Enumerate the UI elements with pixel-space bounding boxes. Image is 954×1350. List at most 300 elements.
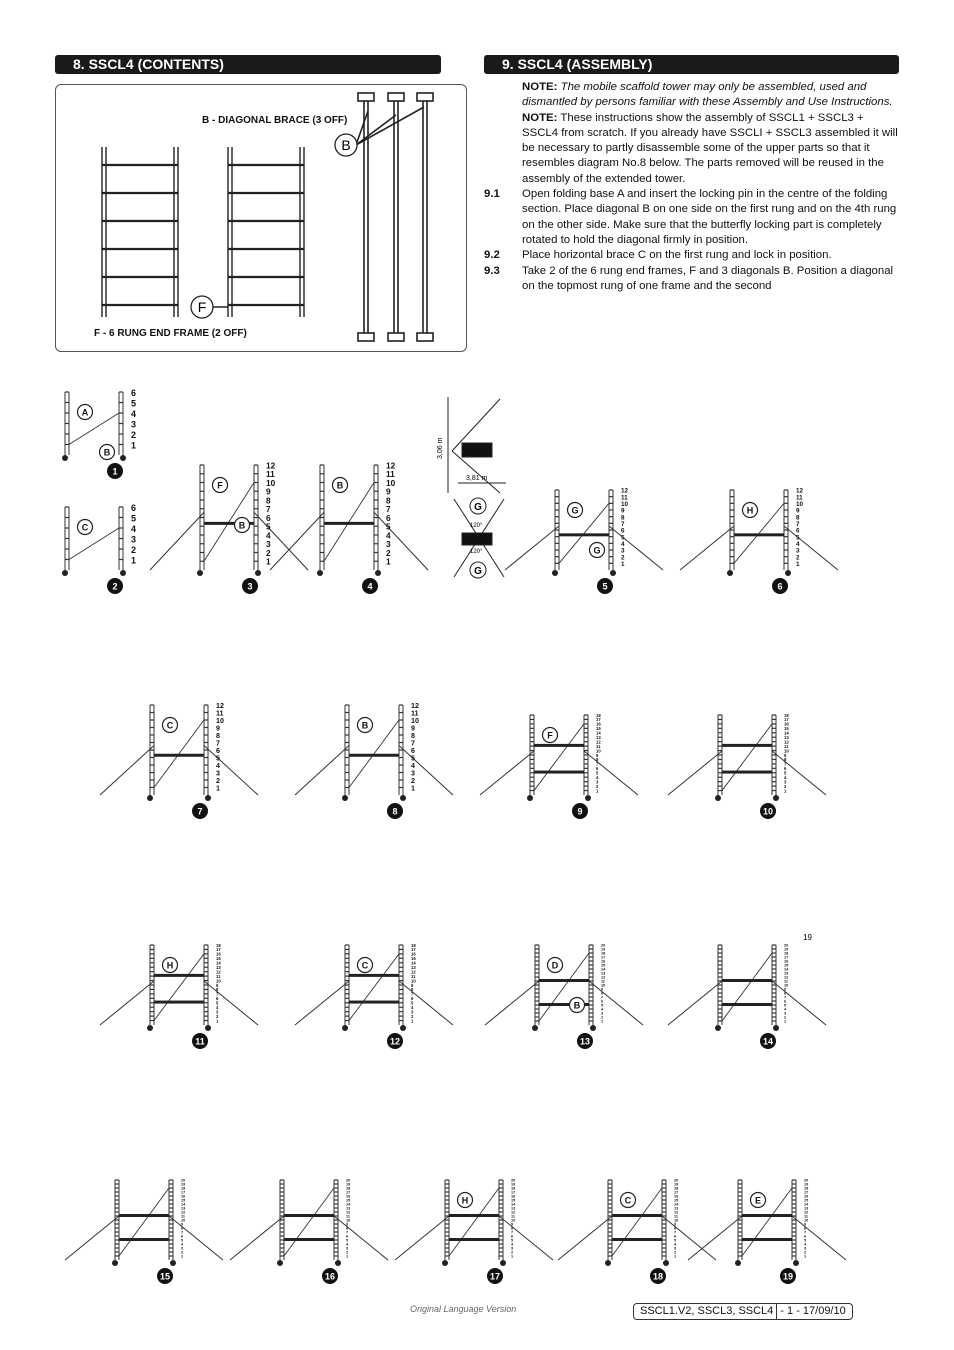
step-text: Place horizontal brace C on the first rung and lock in position. [522,249,832,262]
rung-number: 2 [511,1250,514,1255]
rung-number: 12 [784,739,789,745]
rung-number: 6 [266,512,271,523]
figure-number: 9 [577,806,583,817]
step-number: 9.3 [484,264,500,277]
rung-number: 5 [386,521,391,532]
rung-number: 2 [674,1250,677,1255]
rung-number: 9 [674,1222,677,1227]
rung-number: 12 [674,1210,679,1215]
figure-number: 18 [652,1271,664,1282]
rung-number: 6 [181,1234,184,1239]
rung-number: 11 [784,743,789,749]
rung-number: 8 [216,987,219,993]
rung-number: 10 [784,748,789,754]
rung-number: 13 [674,1206,679,1211]
rung-number: 13 [804,1206,809,1211]
rung-number: 4 [216,1004,219,1010]
rung-number: 19 [784,947,789,952]
rung-number: 17 [411,947,416,953]
rung-number: 16 [784,721,789,727]
rung-number: 10 [216,978,221,984]
note-2-label: NOTE: [522,111,558,124]
step-text: Open folding base A and insert the locking pin in the centre of the folding section. Place diagonal B on one side on the first rung and on the 4th rung on the other side. Make sure that the butterfly locking part is completely rotated to hold the diagonal firmly in position. [522,188,897,246]
section-9-title: 9. SSCL4 (ASSEMBLY) [502,56,653,72]
tower-figure-18 [558,1179,716,1284]
rung-number: 12 [386,460,396,471]
rung-number: 13 [784,971,789,976]
rung-number: 7 [804,1230,807,1235]
rung-number: 10 [181,1218,186,1223]
callout-label: C [166,720,174,731]
rung-number: 6 [216,996,219,1002]
rung-number: 15 [216,956,221,962]
rung-number: 11 [411,973,416,979]
rung-number: 12 [181,1210,186,1215]
rung-number: 1 [216,784,220,793]
rung-number: 8 [511,1226,514,1231]
rung-number: 16 [804,1194,809,1199]
rung-number: 4 [346,1242,349,1247]
rung-number: 17 [601,955,606,960]
rung-number: 12 [266,460,276,471]
rung-number: 6 [596,766,599,772]
rung-number: 1 [181,1254,184,1259]
rung-number: 17 [784,717,789,723]
rung-number: 3 [386,539,391,550]
rung-number: 1 [411,784,415,793]
rung-number: 3 [784,1011,787,1016]
step-9-3 [484,264,899,295]
rung-number: 13 [511,1206,516,1211]
dimension-width: 3,81 m [466,475,488,482]
rung-number: 18 [181,1186,186,1191]
rung-number: 8 [411,731,415,740]
rung-number: 2 [411,1013,414,1019]
figure-number: 13 [579,1036,591,1047]
rung-number: 2 [621,554,625,562]
callout-label: B [361,720,369,731]
rung-number: 4 [216,761,220,770]
rung-number: 5 [411,754,415,763]
rung-number: 8 [596,757,599,763]
rung-number: 2 [386,547,391,558]
rung-number: 15 [601,963,606,968]
rung-number: 3 [266,539,271,550]
rung-number: 16 [784,959,789,964]
rung-number: 8 [181,1226,184,1231]
rung-number: 14 [411,960,416,966]
rung-number: 19 [511,1182,516,1187]
tower-figure-2 [62,503,136,594]
rung-number: 3 [131,419,137,430]
rung-number: 1 [596,788,599,794]
rung-number: 18 [784,951,789,956]
rung-number: 2 [216,1013,219,1019]
rung-number: 3 [131,534,137,545]
rung-number: 5 [796,534,800,542]
rung-number: 12 [411,701,419,710]
rung-number: 18 [346,1186,351,1191]
rung-number: 19 [601,947,606,952]
rung-number: 1 [804,1254,807,1259]
rung-number: 16 [601,959,606,964]
rung-number: 8 [804,1226,807,1231]
rung-number: 12 [511,1210,516,1215]
tower-figure-10 [668,713,826,819]
rung-number: 18 [601,951,606,956]
note-2-text: These instructions show the assembly of SSCL1 + SSCL3 + SSCL4 from scratch. If you already have SSCLI + SSCL3 assembled it will be necessary to partly disassemble some of the upper parts so that it resembles diagram No.8 below. The parts removed will be reused in the assembly of the extended tower. [522,111,898,185]
tower-figure-4 [270,460,428,594]
figure-number: 14 [762,1036,774,1047]
rung-number: 9 [784,752,787,758]
tower-figure-19 [688,1179,846,1284]
rung-number: 1 [511,1254,514,1259]
rung-number: 8 [346,1226,349,1231]
rung-number: 6 [346,1234,349,1239]
rung-number: 1 [266,556,271,567]
rung-number: 6 [804,1234,807,1239]
rung-number: 10 [386,477,396,488]
rung-number: 2 [601,1015,604,1020]
tower-figure-9 [480,713,638,819]
rung-number: 7 [674,1230,677,1235]
callout-label: B [336,480,344,491]
rung-number: 19 [181,1182,186,1187]
rung-number: 2 [131,544,137,555]
callout-g-bottom-label: G [474,566,482,577]
rung-number: 19 [804,1182,809,1187]
callout-label: H [461,1195,469,1206]
rung-number: 6 [784,766,787,772]
rung-number: 7 [621,520,625,528]
tower-figure-17 [395,1179,553,1284]
angle-bottom: 120° [470,549,483,555]
tower-figure-3 [150,460,308,594]
figure-number: 11 [195,1036,205,1047]
rung-number: 12 [216,701,224,710]
rung-number: 5 [596,770,599,776]
rung-number: 5 [511,1238,514,1243]
rung-number: 5 [784,770,787,776]
rung-number: 16 [596,721,601,727]
rung-number: 17 [674,1190,679,1195]
rung-number: 8 [796,514,800,522]
footer-models: SSCL1.V2, SSCL3, SSCL4 [640,1305,774,1317]
frame-callout: F [197,299,207,315]
rung-number: 7 [386,504,391,515]
rung-number: 20 [181,1178,186,1183]
rung-number: 4 [784,1007,787,1012]
callout-g-top-label: G [474,502,482,513]
frame-label: F - 6 RUNG END FRAME (2 OFF) [94,328,247,339]
rung-number: 11 [804,1214,809,1219]
rung-number: 4 [601,1007,604,1012]
rung-number: 4 [386,530,391,541]
rung-number: 12 [621,487,629,495]
rung-number: 11 [346,1214,351,1219]
rung-number: 3 [411,769,415,778]
rung-number: 8 [784,991,787,996]
callout-label: B [573,1000,581,1011]
rung-number: 7 [784,761,787,767]
rung-number: 17 [804,1190,809,1195]
rung-number: 4 [804,1242,807,1247]
rung-number: 12 [804,1210,809,1215]
rung-number: 11 [266,469,275,480]
rung-number: 9 [511,1222,514,1227]
rung-number: 1 [411,1018,414,1024]
rung-number: 15 [784,726,789,732]
rung-number: 3 [784,779,787,785]
tower-figure-16 [230,1179,388,1284]
figure-number: 10 [762,806,774,817]
rung-number: 6 [674,1234,677,1239]
side-note-19: 19 [803,933,812,942]
callout-label: C [361,960,369,971]
rung-number: 11 [674,1214,679,1219]
rung-number: 1 [386,556,391,567]
rung-number: 3 [601,1011,604,1016]
figure-number: 3 [247,581,253,592]
rung-number: 2 [784,783,787,789]
rung-number: 5 [181,1238,184,1243]
figure-number: 7 [197,806,203,817]
callout-label: H [746,505,754,516]
rung-number: 12 [216,969,221,975]
rung-number: 15 [784,963,789,968]
rung-number: 12 [596,739,601,745]
tower-figure-13 [485,944,643,1049]
rung-number: 11 [796,494,803,502]
rung-number: 16 [216,951,221,957]
rung-number: 17 [181,1190,186,1195]
rung-number: 5 [266,521,271,532]
rung-number: 9 [386,486,391,497]
step-text: Take 2 of the 6 rung end frames, F and 3 diagonals B. Position a diagonal on the topmost rung of one frame and the second [522,264,894,292]
rung-number: 10 [674,1218,679,1223]
rung-number: 6 [511,1234,514,1239]
rung-number: 18 [674,1186,679,1191]
rung-number: 14 [181,1202,186,1207]
rung-number: 18 [411,942,416,948]
rung-number: 4 [411,1004,414,1010]
rung-number: 10 [601,983,606,988]
tower-figure-15 [65,1179,223,1284]
rung-number: 16 [411,951,416,957]
rung-number: 10 [804,1218,809,1223]
rung-number: 9 [346,1222,349,1227]
rung-number: 14 [784,967,789,972]
rung-number: 4 [674,1242,677,1247]
rung-number: 2 [784,1015,787,1020]
rung-number: 17 [511,1190,516,1195]
rung-number: 2 [796,554,800,562]
rung-number: 4 [411,761,415,770]
rung-number: 1 [674,1254,677,1259]
rung-number: 11 [621,494,628,502]
figure-number: 19 [782,1271,794,1282]
rung-number: 19 [346,1182,351,1187]
rung-number: 14 [674,1202,679,1207]
rung-number: 3 [181,1246,184,1251]
tower-figure-6 [680,488,838,594]
rung-number: 20 [674,1178,679,1183]
rung-number: 1 [796,560,800,568]
callout-label: F [217,480,223,491]
rung-number: 6 [131,502,137,513]
section-8-header [55,55,441,74]
rung-number: 18 [511,1186,516,1191]
rung-number: 10 [216,716,224,725]
rung-number: 8 [784,757,787,763]
rung-number: 9 [266,486,271,497]
rung-number: 9 [596,752,599,758]
rung-number: 18 [804,1186,809,1191]
step-number: 9.2 [484,249,500,262]
rung-number: 14 [216,960,221,966]
rung-number: 1 [131,440,137,451]
rung-number: 7 [796,520,800,528]
rung-number: 16 [511,1194,516,1199]
rung-number: 2 [216,776,220,785]
rung-number: 8 [621,514,625,522]
rung-number: 10 [411,978,416,984]
rung-number: 19 [674,1182,679,1187]
figure-number: 8 [392,806,398,817]
rung-number: 5 [621,534,625,542]
rung-number: 17 [346,1190,351,1195]
rung-number: 7 [266,504,271,515]
rung-number: 4 [131,408,137,419]
rung-number: 5 [216,1000,219,1006]
rung-number: 3 [674,1246,677,1251]
note-2 [484,111,899,187]
rung-number: 13 [601,971,606,976]
rung-number: 2 [804,1250,807,1255]
rung-number: 16 [346,1194,351,1199]
rung-number: 13 [411,964,416,970]
rung-number: 13 [181,1206,186,1211]
rung-number: 8 [601,991,604,996]
rung-number: 5 [784,1003,787,1008]
rung-number: 6 [386,512,391,523]
rung-number: 1 [784,788,787,794]
rung-number: 14 [804,1202,809,1207]
rung-number: 4 [796,540,800,548]
rung-number: 12 [411,969,416,975]
tower-figure-1 [62,388,136,479]
rung-number: 10 [596,748,601,754]
rung-number: 3 [216,769,220,778]
callout-label: C [624,1195,632,1206]
tower-figure-7 [100,702,258,819]
angle-top: 120° [470,523,483,529]
figure-number: 5 [602,581,608,592]
rung-number: 11 [216,973,221,979]
rung-number: 10 [784,983,789,988]
rung-number: 1 [621,560,625,568]
section-8-title: 8. SSCL4 (CONTENTS) [73,56,224,72]
rung-number: 12 [346,1210,351,1215]
rung-number: 7 [596,761,599,767]
rung-number: 4 [596,774,599,780]
tower-figure-12 [295,943,453,1049]
callout-label: B [103,447,111,458]
tower-figure-14 [668,944,826,1049]
rung-number: 15 [596,726,601,732]
rung-number: 7 [216,991,219,997]
rung-number: 7 [411,739,415,748]
rung-number: 3 [596,779,599,785]
rung-number: 2 [596,783,599,789]
rung-number: 3 [411,1009,414,1015]
figure-number: 1 [112,466,118,477]
assembly-instructions [484,80,899,294]
rung-number: 1 [784,1019,787,1024]
diagonal-braces [194,93,433,341]
callout-label: E [754,1195,762,1206]
tower-figure-8 [295,702,453,819]
rung-number: 10 [411,716,419,725]
rung-number: 9 [181,1222,184,1227]
rung-number: 13 [216,964,221,970]
callout-label: H [166,960,174,971]
rung-number: 8 [266,495,271,506]
assembly-diagrams [0,355,954,1295]
rung-number: 7 [346,1230,349,1235]
callout-label: F [547,730,553,741]
figure-number: 2 [112,581,118,592]
rung-number: 9 [216,724,220,733]
rung-number: 20 [346,1178,351,1183]
rung-number: 1 [601,1019,604,1024]
rung-number: 14 [511,1202,516,1207]
rung-number: 3 [216,1009,219,1015]
rung-number: 6 [784,999,787,1004]
rung-number: 5 [131,513,137,524]
rung-number: 11 [386,469,395,480]
rung-number: 11 [601,979,606,984]
rung-number: 6 [796,527,800,535]
figure-number: 6 [777,581,783,592]
rung-number: 7 [601,995,604,1000]
rung-number: 10 [796,500,804,508]
step-number: 9.1 [484,188,500,201]
rung-number: 8 [411,987,414,993]
rung-number: 6 [411,996,414,1002]
callout-label: A [81,407,89,418]
rung-number: 9 [601,987,604,992]
rung-number: 4 [131,523,137,534]
rung-number: 10 [266,477,276,488]
rung-number: 2 [181,1250,184,1255]
rung-number: 7 [511,1230,514,1235]
rung-number: 10 [511,1218,516,1223]
rung-number: 17 [784,955,789,960]
rung-number: 15 [511,1198,516,1203]
rung-number: 4 [266,530,271,541]
rung-number: 16 [181,1194,186,1199]
rung-number: 18 [784,712,789,718]
rung-number: 11 [511,1214,516,1219]
step-9-1 [484,187,899,248]
rung-number: 1 [131,555,137,566]
callout-label: C [81,522,89,533]
rung-number: 1 [216,1018,219,1024]
rung-number: 5 [601,1003,604,1008]
rung-number: 9 [621,507,625,515]
rung-number: 4 [784,774,787,780]
